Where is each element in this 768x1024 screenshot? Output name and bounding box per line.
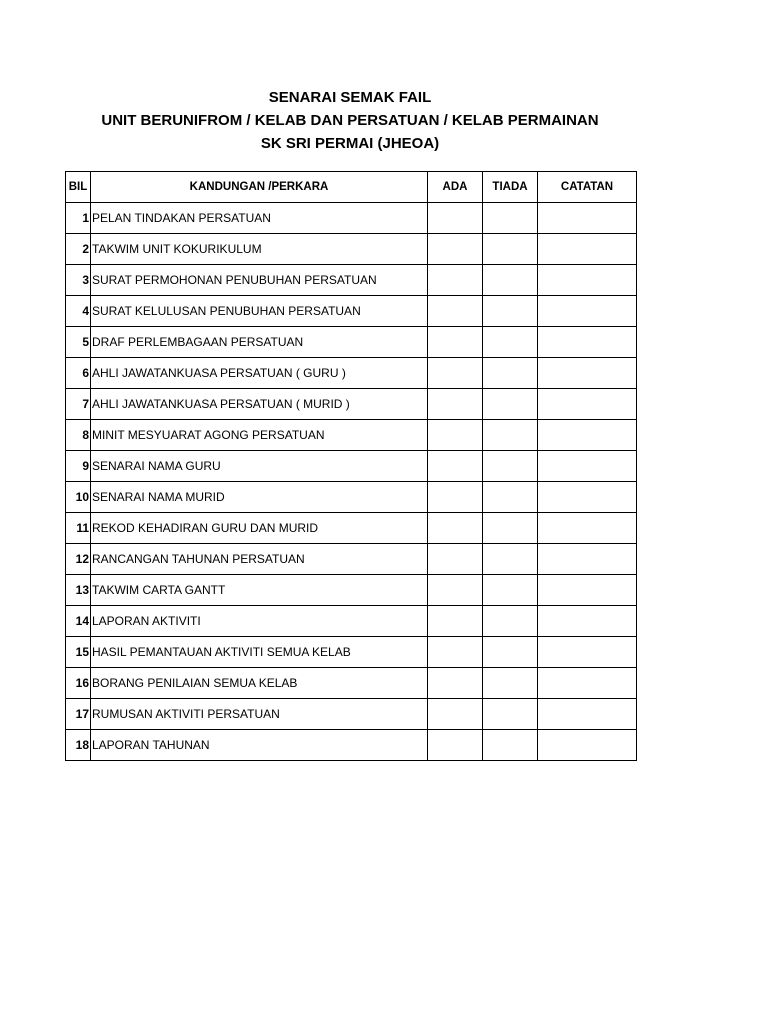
table-row [66, 203, 637, 234]
row-tiada-cell[interactable] [483, 203, 538, 234]
row-bil: 12 [66, 544, 91, 575]
row-bil: 7 [66, 389, 91, 420]
row-ada-cell[interactable] [428, 699, 483, 730]
row-ada-cell[interactable] [428, 544, 483, 575]
row-catatan-cell[interactable] [538, 265, 637, 296]
header-catatan: CATATAN [538, 172, 637, 203]
row-catatan-cell[interactable] [538, 203, 637, 234]
row-bil: 16 [66, 668, 91, 699]
row-catatan-cell[interactable] [538, 358, 637, 389]
document-title-block [0, 86, 700, 155]
row-tiada-cell[interactable] [483, 513, 538, 544]
row-ada-cell[interactable] [428, 203, 483, 234]
document-title: SENARAI SEMAK FAIL [268, 89, 432, 106]
row-bil: 1 [66, 203, 91, 234]
row-ada-cell[interactable] [428, 265, 483, 296]
row-item: REKOD KEHADIRAN GURU DAN MURID [91, 513, 428, 544]
row-ada-cell[interactable] [428, 606, 483, 637]
table-row [66, 730, 637, 761]
row-item: TAKWIM CARTA GANTT [91, 575, 428, 606]
row-catatan-cell[interactable] [538, 544, 637, 575]
row-tiada-cell[interactable] [483, 234, 538, 265]
row-catatan-cell[interactable] [538, 451, 637, 482]
row-bil: 6 [66, 358, 91, 389]
row-catatan-cell[interactable] [538, 482, 637, 513]
row-catatan-cell[interactable] [538, 575, 637, 606]
row-catatan-cell[interactable] [538, 420, 637, 451]
row-item: RANCANGAN TAHUNAN PERSATUAN [91, 544, 428, 575]
row-ada-cell[interactable] [428, 637, 483, 668]
row-ada-cell[interactable] [428, 420, 483, 451]
table-row [66, 544, 637, 575]
row-tiada-cell[interactable] [483, 544, 538, 575]
row-catatan-cell[interactable] [538, 296, 637, 327]
table-row [66, 482, 637, 513]
row-catatan-cell[interactable] [538, 606, 637, 637]
row-bil: 13 [66, 575, 91, 606]
row-catatan-cell[interactable] [538, 668, 637, 699]
row-item: SENARAI NAMA GURU [91, 451, 428, 482]
row-tiada-cell[interactable] [483, 358, 538, 389]
row-tiada-cell[interactable] [483, 420, 538, 451]
row-catatan-cell[interactable] [538, 730, 637, 761]
row-tiada-cell[interactable] [483, 296, 538, 327]
header-tiada: TIADA [483, 172, 538, 203]
table-row [66, 606, 637, 637]
table-row [66, 358, 637, 389]
school-name: SK SRI PERMAI (JHEOA) [260, 135, 440, 152]
row-bil: 18 [66, 730, 91, 761]
row-ada-cell[interactable] [428, 451, 483, 482]
row-item: SURAT PERMOHONAN PENUBUHAN PERSATUAN [91, 265, 428, 296]
row-ada-cell[interactable] [428, 575, 483, 606]
row-catatan-cell[interactable] [538, 637, 637, 668]
row-item: AHLI JAWATANKUASA PERSATUAN ( GURU ) [91, 358, 428, 389]
header-ada: ADA [428, 172, 483, 203]
table-row [66, 420, 637, 451]
row-ada-cell[interactable] [428, 730, 483, 761]
table-row [66, 296, 637, 327]
row-item: MINIT MESYUARAT AGONG PERSATUAN [91, 420, 428, 451]
row-catatan-cell[interactable] [538, 513, 637, 544]
row-ada-cell[interactable] [428, 389, 483, 420]
row-item: RUMUSAN AKTIVITI PERSATUAN [91, 699, 428, 730]
row-tiada-cell[interactable] [483, 730, 538, 761]
row-item: TAKWIM UNIT KOKURIKULUM [91, 234, 428, 265]
row-tiada-cell[interactable] [483, 575, 538, 606]
header-bil: BIL [66, 172, 91, 203]
row-item: LAPORAN TAHUNAN [91, 730, 428, 761]
row-ada-cell[interactable] [428, 482, 483, 513]
row-catatan-cell[interactable] [538, 699, 637, 730]
row-bil: 5 [66, 327, 91, 358]
row-bil: 2 [66, 234, 91, 265]
row-ada-cell[interactable] [428, 513, 483, 544]
header-kandungan: KANDUNGAN /PERKARA [91, 172, 428, 203]
table-row [66, 451, 637, 482]
row-tiada-cell[interactable] [483, 389, 538, 420]
row-tiada-cell[interactable] [483, 637, 538, 668]
table-row [66, 668, 637, 699]
row-bil: 14 [66, 606, 91, 637]
row-item: HASIL PEMANTAUAN AKTIVITI SEMUA KELAB [91, 637, 428, 668]
row-ada-cell[interactable] [428, 358, 483, 389]
row-bil: 8 [66, 420, 91, 451]
table-row [66, 637, 637, 668]
table-row [66, 327, 637, 358]
row-item: SURAT KELULUSAN PENUBUHAN PERSATUAN [91, 296, 428, 327]
row-tiada-cell[interactable] [483, 265, 538, 296]
row-ada-cell[interactable] [428, 668, 483, 699]
row-item: PELAN TINDAKAN PERSATUAN [91, 203, 428, 234]
row-item: SENARAI NAMA MURID [91, 482, 428, 513]
table-row [66, 699, 637, 730]
table-row [66, 575, 637, 606]
row-catatan-cell[interactable] [538, 389, 637, 420]
row-tiada-cell[interactable] [483, 482, 538, 513]
table-header-row [66, 172, 637, 203]
checklist-table [65, 171, 637, 761]
row-item: BORANG PENILAIAN SEMUA KELAB [91, 668, 428, 699]
row-ada-cell[interactable] [428, 296, 483, 327]
table-row [66, 265, 637, 296]
row-bil: 4 [66, 296, 91, 327]
row-bil: 9 [66, 451, 91, 482]
row-ada-cell[interactable] [428, 234, 483, 265]
row-bil: 10 [66, 482, 91, 513]
row-item: DRAF PERLEMBAGAAN PERSATUAN [91, 327, 428, 358]
table-row [66, 234, 637, 265]
row-tiada-cell[interactable] [483, 327, 538, 358]
row-bil: 11 [66, 513, 91, 544]
row-item: LAPORAN AKTIVITI [91, 606, 428, 637]
row-tiada-cell[interactable] [483, 451, 538, 482]
row-bil: 15 [66, 637, 91, 668]
row-tiada-cell[interactable] [483, 606, 538, 637]
row-tiada-cell[interactable] [483, 668, 538, 699]
row-tiada-cell[interactable] [483, 699, 538, 730]
row-catatan-cell[interactable] [538, 327, 637, 358]
table-row [66, 513, 637, 544]
row-ada-cell[interactable] [428, 327, 483, 358]
row-bil: 3 [66, 265, 91, 296]
row-item: AHLI JAWATANKUASA PERSATUAN ( MURID ) [91, 389, 428, 420]
row-bil: 17 [66, 699, 91, 730]
row-catatan-cell[interactable] [538, 234, 637, 265]
document-subtitle: UNIT BERUNIFROM / KELAB DAN PERSATUAN / KELAB PERMAINAN [101, 112, 599, 129]
table-row [66, 389, 637, 420]
